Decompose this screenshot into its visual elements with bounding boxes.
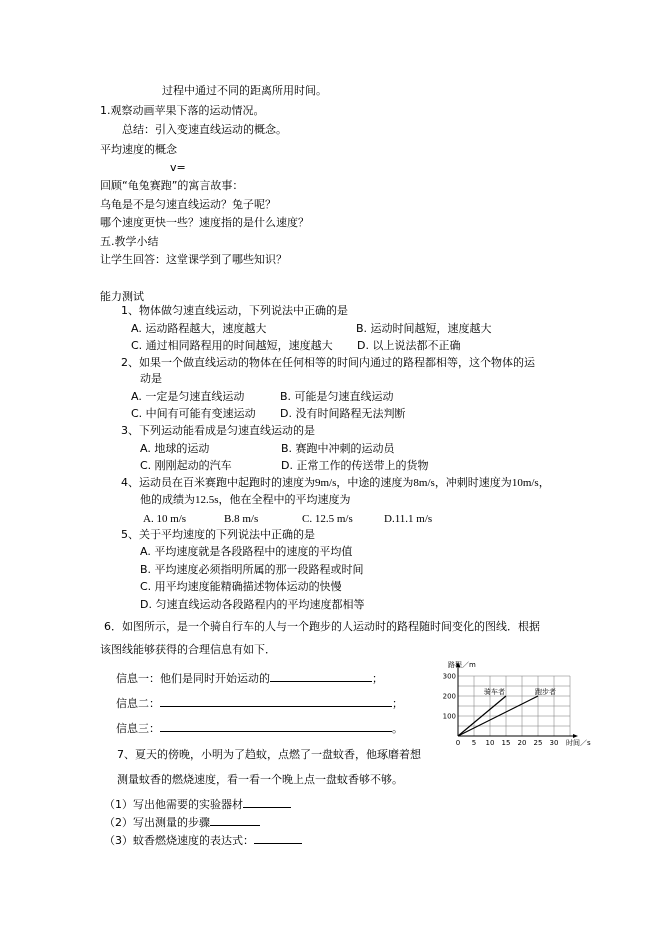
q6-info-1 [116, 671, 383, 685]
q5-option-b: B. 平均速度必须指明所属的那一段路程或时间 [140, 563, 364, 576]
q4-option-d: D.11.1 m/s [384, 513, 433, 525]
x-axis-title: 时间／s [566, 739, 591, 747]
y-axis-title: 路程／m [448, 661, 476, 669]
q1-option-a: A. 运动路程越大，速度越大 [131, 322, 267, 335]
q2-option-b: B. 可能是匀速直线运动 [280, 390, 394, 403]
q4-stem-line-2 [140, 493, 351, 507]
q5-option-a: A. 平均速度就是各段路程中的速度的平均值 [140, 545, 353, 558]
series-label-2: 跑步者 [535, 688, 556, 696]
q6-info-2-blank[interactable] [160, 696, 392, 707]
intro-line-7: 乌龟是不是匀速直线运动？兔子呢？ [100, 198, 276, 211]
q5-option-c: C. 用平均速度能精确描述物体运动的快慢 [140, 580, 342, 593]
q7-part-3-text: （3）蚊香燃烧速度的表达式： [104, 834, 254, 847]
q7-stem-line-2: 测量蚊香的燃烧速度，看一看一个晚上点一盘蚊香够不够。 [117, 773, 403, 786]
q6-info-3-blank[interactable] [160, 721, 392, 732]
y-tick-label: 100 [442, 712, 456, 721]
q2-option-c: C. 中间有可能有变速运动 [131, 407, 256, 420]
q6-info-2-end: ； [392, 697, 403, 710]
q3-option-d: D. 正常工作的传送带上的货物 [281, 459, 429, 472]
x-tick-label: 30 [549, 739, 559, 747]
q4-stem-c: ，冲刺时速度为 [434, 476, 512, 489]
q4-stem-a: 4、运动员在百米赛跑中起跑时的速度为 [121, 476, 315, 489]
q6-info-1-end: ； [372, 672, 383, 685]
q7-part-3-blank[interactable] [254, 833, 302, 844]
q5-option-d: D. 匀速直线运动各段路程内的平均速度都相等 [140, 598, 365, 611]
q7-part-2-blank[interactable] [210, 815, 260, 826]
q6-info-1-text: 信息一：他们是同时开始运动的 [116, 672, 270, 685]
q6-info-2 [116, 696, 403, 710]
intro-line-9: 五.教学小结 [100, 235, 159, 248]
q1-option-b: B. 运动时间越短，速度越大 [356, 322, 492, 335]
q3-option-a: A. 地球的运动 [140, 442, 210, 455]
q4-stem-b: ，中途的速度为 [336, 476, 414, 489]
q7-part-3 [104, 833, 302, 847]
y-tick-label: 300 [442, 672, 456, 681]
intro-line-8: 哪个速度更快一些？速度指的是什么速度？ [100, 216, 309, 229]
q2-option-d: D. 没有时间路程无法判断 [280, 407, 406, 420]
intro-line-3: 总结：引入变速直线运动的概念。 [122, 123, 287, 136]
q1-stem: 1、物体做匀速直线运动，下列说法中正确的是 [121, 304, 348, 317]
q2-stem-line-2: 动是 [140, 372, 162, 385]
q7-part-1 [104, 797, 291, 811]
q1-option-d: D. 以上说法都不正确 [357, 339, 461, 352]
intro-line-6: 回顾“龟兔赛跑”的寓言故事： [100, 179, 244, 192]
q6-info-1-blank[interactable] [270, 671, 372, 682]
intro-line-1: 过程中通过不同的距离所用时间。 [162, 84, 327, 97]
q7-stem-line-1: 7、夏天的傍晚，小明为了趋蚊，点燃了一盘蚊香，他琢磨着想 [117, 748, 421, 761]
q4-speed-mid: 8m/s [413, 477, 435, 489]
q3-option-c: C. 刚刚起动的汽车 [140, 459, 232, 472]
intro-line-10: 让学生回答：这堂课学到了哪些知识？ [100, 253, 287, 266]
q6-info-2-label: 信息二： [116, 697, 160, 710]
q6-info-3 [116, 721, 403, 735]
x-tick-label: 20 [517, 739, 527, 747]
q4-time: 12.5s [195, 494, 219, 506]
q6-info-3-label: 信息三： [116, 722, 160, 735]
x-axis-arrow [573, 734, 578, 738]
intro-line-5: v= [170, 161, 186, 174]
q7-part-1-blank[interactable] [243, 797, 291, 808]
q6-stem-line-1: 6．如图所示，是一个骑自行车的人与一个跑步的人运动时的路程随时间变化的图线．根据 [104, 620, 540, 633]
q6-info-3-end: 。 [392, 722, 403, 735]
q4-option-c: C. 12.5 m/s [302, 513, 353, 525]
q4-option-a: A. 10 m/s [143, 513, 187, 525]
q4-stem-d: ， [538, 476, 550, 489]
x-tick-label: 10 [485, 739, 495, 747]
x-tick-label: 0 [455, 739, 461, 747]
q1-option-c: C. 通过相同路程用的时间越短，速度越大 [131, 339, 333, 352]
series-label-1: 骑车者 [484, 688, 505, 696]
x-tick-label: 15 [501, 739, 511, 747]
section-title: 能力测试 [100, 290, 144, 303]
q2-stem-line-1: 2、如果一个做直线运动的物体在任何相等的时间内通过的路程都相等，这个物体的运 [121, 356, 535, 369]
q4-speed-start: 9m/s [315, 477, 337, 489]
intro-line-2: 1.观察动画苹果下落的运动情况。 [100, 104, 265, 117]
q4-stem-line-1 [121, 476, 550, 490]
q2-option-a: A. 一定是匀速直线运动 [131, 390, 245, 403]
q4-option-b: B.8 m/s [224, 513, 259, 525]
q7-part-2-text: （2）写出测量的步骤 [104, 816, 210, 829]
q5-stem: 5、关于平均速度的下列说法中正确的是 [121, 528, 315, 541]
q3-stem: 3、下列运动能看成是匀速直线运动的是 [121, 424, 315, 437]
q4-speed-end: 10m/s [511, 477, 539, 489]
x-tick-label: 5 [471, 739, 477, 747]
y-tick-label: 200 [442, 692, 456, 701]
q4-stem2-b: ，他在全程中的平均速度为 [218, 493, 351, 506]
q6-stem-line-2: 该图线能够获得的合理信息有如下． [100, 643, 276, 656]
x-tick-label: 25 [533, 739, 543, 747]
q7-part-1-text: （1）写出他需要的实验器材 [104, 798, 243, 811]
q3-option-b: B. 赛跑中冲刺的运动员 [281, 442, 395, 455]
q4-stem2-a: 他的成绩为 [140, 493, 195, 506]
q7-part-2 [104, 815, 260, 829]
distance-time-chart [428, 660, 591, 752]
intro-line-4: 平均速度的概念 [100, 143, 177, 156]
